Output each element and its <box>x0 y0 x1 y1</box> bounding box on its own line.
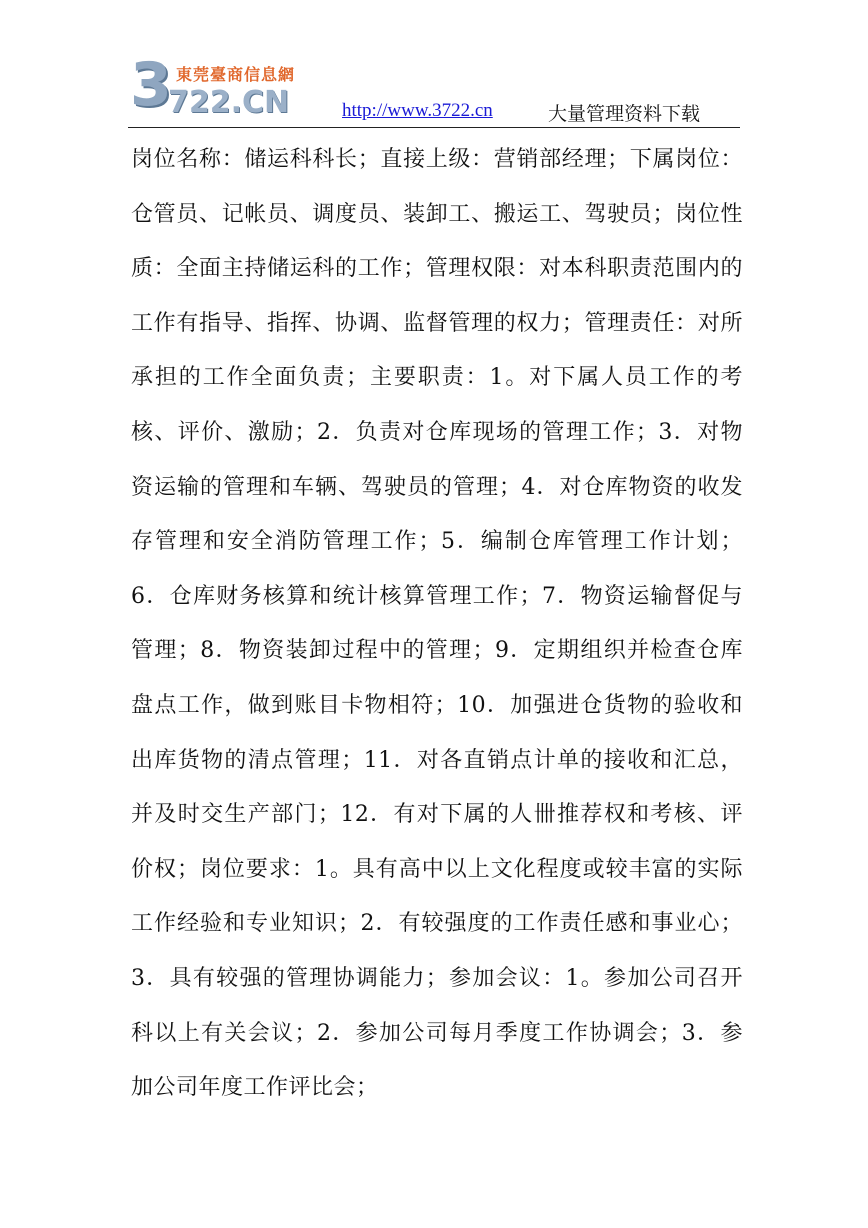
page-header <box>128 52 740 128</box>
header-tagline: 大量管理资料下载 <box>548 103 701 125</box>
header-divider <box>128 127 740 128</box>
logo-number: 3 <box>130 50 172 120</box>
document-body: 岗位名称：储运科科长；直接上级：营销部经理；下属岗位：仓管员、记帐员、调度员、装卸工、搬运工、驾驶员；岗位性质：全面主持储运科的工作；管理权限：对本科职责范围内的工作有指导、指挥、协调、监督管理的权力；管理责任：对所承担的工作全面负责；主要职责：1。对下属人员工作的考核、评价、激励；2．负责对仓库现场的管理工作；3．对物资运输的管理和车辆、驾驶员的管理；4．对仓库物资的收发存管理和安全消防管理工作；5．编制仓库管理工作计划；6．仓库财务核算和统计核算管理工作；7．物资运输督促与管理；8．物资装卸过程中的管理；9．定期组织并检查仓库盘点工作，做到账目卡物相符；10．加强进仓货物的验收和出库货物的清点管理；11．对各直销点计单的接收和汇总，并及时交生产部门；12．有对下属的人卌推荐权和考核、评价权；岗位要求：1。具有高中以上文化程度或较丰富的实际工作经验和专业知识；2．有较强度的工作责任感和事业心；3．具有较强的管理协调能力；参加会议：1。参加公司召开科以上有关会议；2．参加公司每月季度工作协调会；3．参加公司年度工作评比会； <box>131 147 743 1101</box>
site-link[interactable]: http://www.3722.cn <box>342 100 493 121</box>
logo-tagline: 東莞臺商信息網 <box>176 65 296 84</box>
logo-domain: 722.CN <box>168 85 290 120</box>
site-logo[interactable] <box>128 52 318 124</box>
